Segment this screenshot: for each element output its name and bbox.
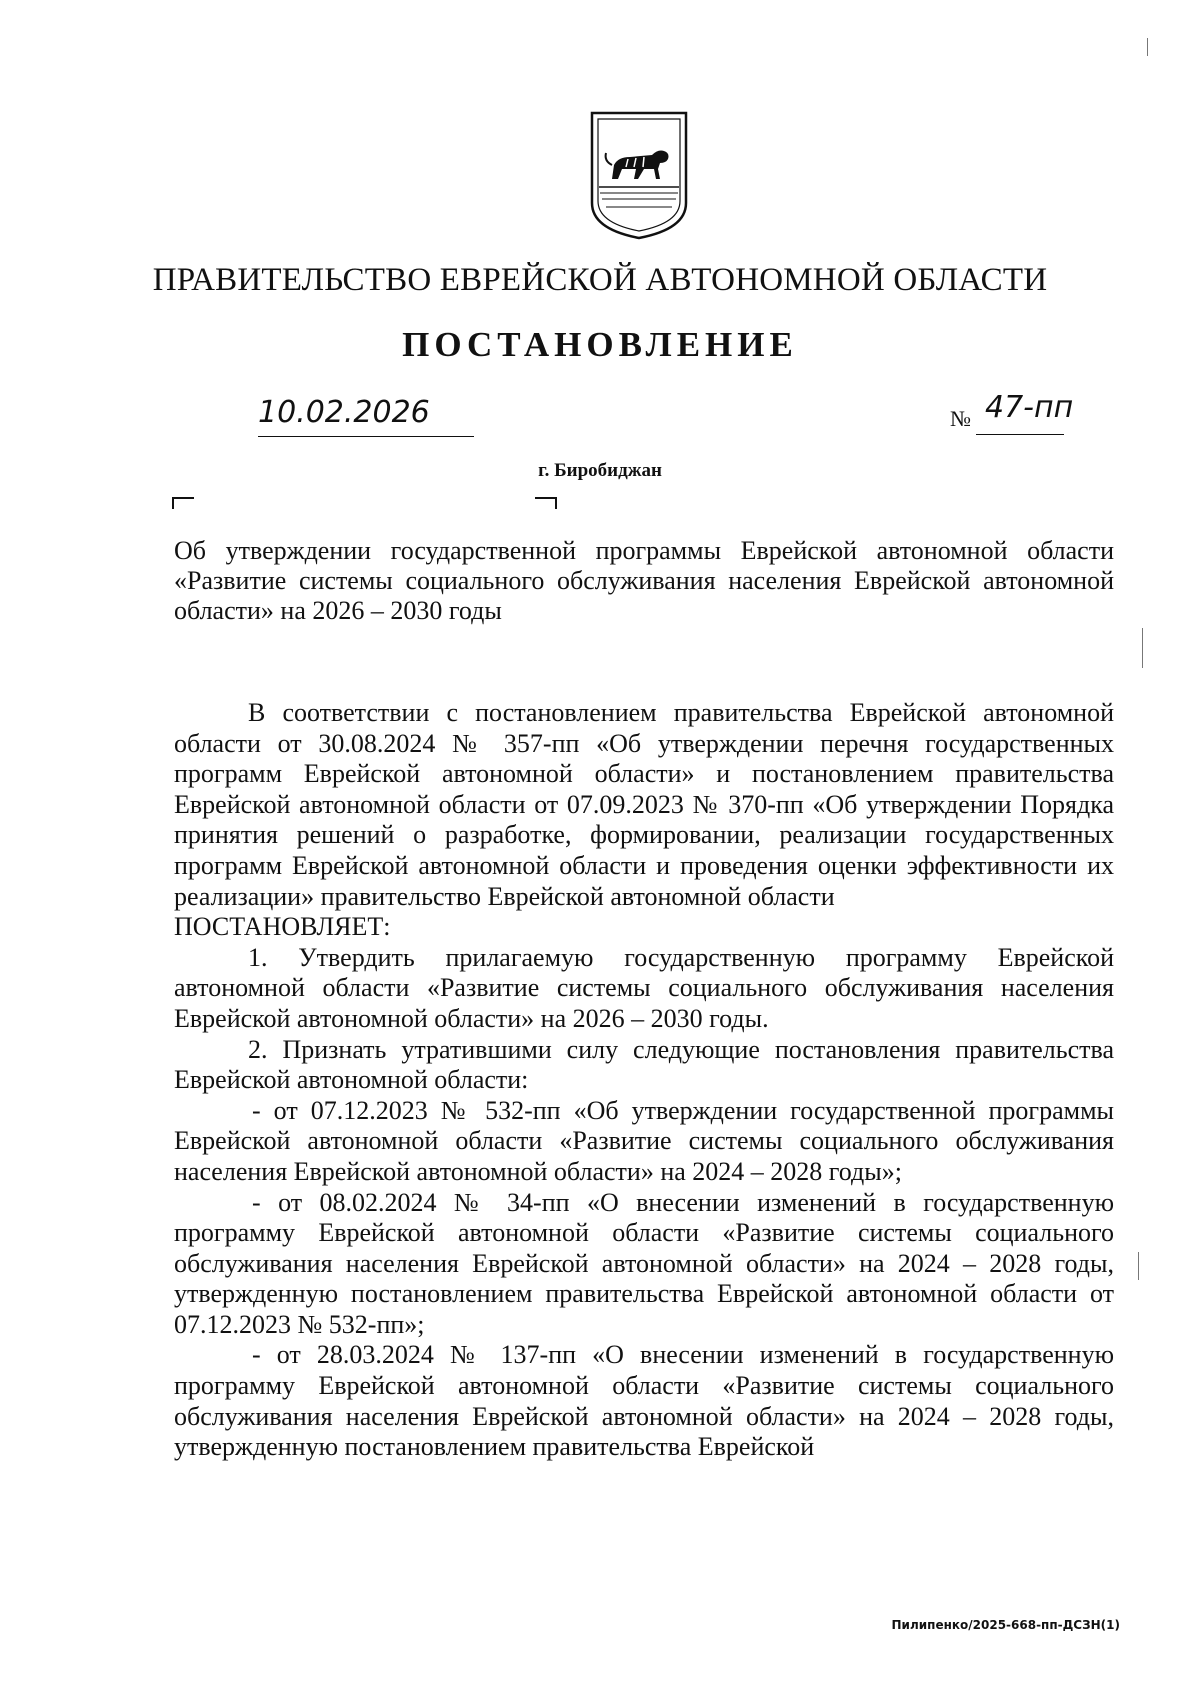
decree-subject: Об утверждении государственной программы Еврейской автономной области «Развитие системы социального обслуживания населения Еврейской автономной области» на 2026 – 2030 годы — [174, 536, 1114, 625]
scan-mark — [1147, 38, 1148, 56]
decree-body — [174, 698, 1114, 1463]
number-underline — [976, 434, 1064, 435]
item-1: 1. Утвердить прилагаемую государственную программу Еврейской автономной области «Развитие системы социального обслуживания населения Еврейской автономной области» на 2026 – 2030 годы. — [174, 942, 1114, 1033]
subject-corner-right — [535, 497, 557, 509]
decree-number: 47-пп — [985, 390, 1074, 425]
date-underline — [258, 436, 474, 437]
document-type: ПОСТАНОВЛЕНИЕ — [402, 325, 798, 364]
number-label: № — [950, 406, 971, 431]
repealed-item-1: - от 07.12.2023 № 532-пп «Об утверждении государственной программы Еврейской автономной области «Развитие системы социального обслуживания населения Еврейской автономной области» на 2024 – 2028 годы»; — [174, 1095, 1114, 1186]
resolves-heading: ПОСТАНОВЛЯЕТ: — [174, 912, 391, 942]
item-2: 2. Признать утратившими силу следующие постановления правительства Еврейской автономной области: — [174, 1034, 1114, 1095]
government-title: ПРАВИТЕЛЬСТВО ЕВРЕЙСКОЙ АВТОНОМНОЙ ОБЛАСТИ — [152, 262, 1048, 298]
repealed-item-3: - от 28.03.2024 № 137-пп «О внесении изменений в государственную программу Еврейской автономной области «Развитие системы социального обслуживания населения Еврейской автономной области» на 2024 – 2028 годы, утвержденную постановлением правительства Еврейской — [174, 1340, 1114, 1462]
scan-mark — [1142, 628, 1143, 668]
subject-corner-left — [172, 497, 194, 509]
city: г. Биробиджан — [538, 460, 662, 481]
scan-mark — [1138, 1252, 1139, 1280]
repealed-item-2: - от 08.02.2024 № 34-пп «О внесении изменений в государственную программу Еврейской автономной области «Развитие системы социального обслуживания населения Еврейской автономной области» на 2024 – 2028 годы, утвержденную постановлением правительства Еврейской автономной области от 07.12.2023 № 532-пп»; — [174, 1187, 1114, 1339]
decree-date: 10.02.2026 — [258, 395, 430, 430]
document-footer-code: Пилипенко/2025-668-пп-ДСЗН(1) — [891, 1618, 1120, 1632]
coat-of-arms-icon — [588, 107, 690, 242]
preamble-paragraph: В соответствии с постановлением правительства Еврейской автономной области от 30.08.2024 № 357-пп «Об утверждении перечня государственных программ Еврейской автономной области» и постановлением правительства Еврейской автономной области от 07.09.2023 № 370-пп «Об утверждении Порядка принятия решений о разработке, формировании, реализации государственных программ Еврейской автономной области и проведения оценки эффективности их реализации» правительство Еврейской автономной области — [174, 698, 1114, 911]
